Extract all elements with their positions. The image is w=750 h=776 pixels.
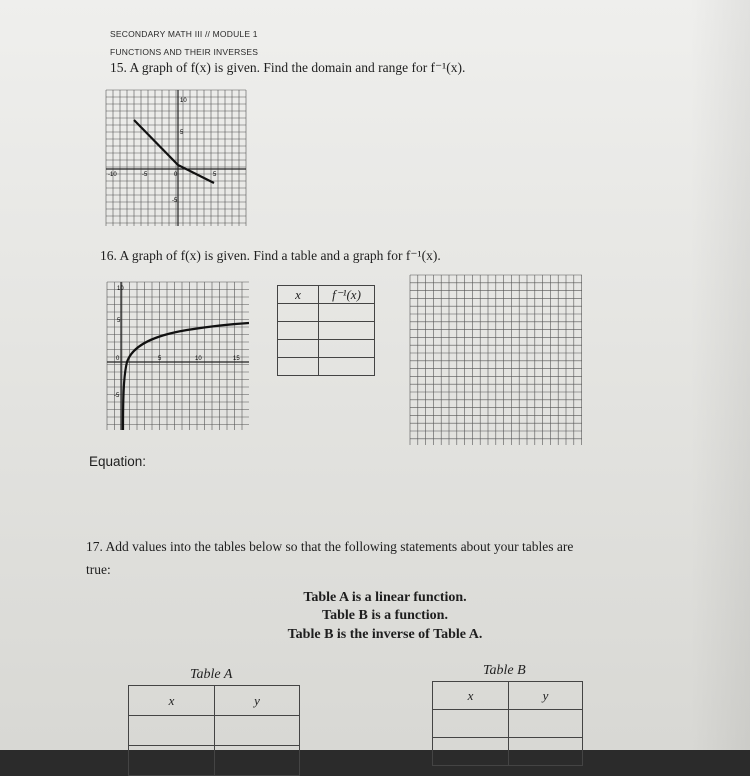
q16-table-cell[interactable]	[278, 304, 319, 322]
q16-table-cell[interactable]	[319, 358, 375, 376]
table-b-cell[interactable]	[433, 738, 509, 766]
q15-tick-x5: 5	[213, 172, 217, 178]
q16-tick-x10: 10	[195, 356, 202, 362]
table-a-header-y: y	[215, 686, 300, 716]
q15-tick-xneg5: -5	[142, 172, 148, 178]
table-a-cell[interactable]	[215, 716, 300, 746]
q16-tick-x0: 0	[116, 356, 120, 362]
q16-table-cell[interactable]	[278, 358, 319, 376]
q16-table-header-finv: f⁻¹(x)	[319, 286, 375, 304]
statement-1: Table A is a linear function.	[303, 590, 467, 605]
q16-inverse-table	[277, 285, 375, 376]
q16-tick-y10: 10	[117, 286, 124, 292]
table-b	[432, 681, 583, 766]
page-shadow	[690, 0, 750, 750]
question-16-text: 16. A graph of f(x) is given. Find a table and a graph for f⁻¹(x).	[100, 248, 441, 263]
q16-function-curve	[123, 323, 249, 430]
q16-table-cell[interactable]	[278, 340, 319, 358]
q15-graph	[106, 90, 246, 226]
q16-tick-y5: 5	[117, 318, 121, 324]
q16-graph	[107, 282, 249, 430]
header-module-title: FUNCTIONS AND THEIR INVERSES	[110, 47, 259, 57]
table-b-header-x: x	[433, 682, 509, 710]
table-a-cell[interactable]	[129, 716, 215, 746]
q16-tick-x15: 15	[233, 356, 240, 362]
q16-tick-x5: 5	[158, 356, 162, 362]
table-a-cell[interactable]	[129, 746, 215, 776]
q15-tick-yneg5: -5	[172, 198, 178, 204]
q15-tick-xneg10: -10	[108, 172, 117, 178]
equation-label: Equation:	[89, 454, 147, 469]
statement-3: Table B is the inverse of Table A.	[287, 627, 483, 642]
table-b-title: Table B	[483, 663, 526, 678]
table-a-header-x: x	[129, 686, 215, 716]
table-b-cell[interactable]	[509, 710, 583, 738]
q16-table-cell[interactable]	[319, 340, 375, 358]
table-a-cell[interactable]	[215, 746, 300, 776]
question-17-text-line2: true:	[86, 562, 111, 577]
q16-table-header-x: x	[278, 286, 319, 304]
statement-2: Table B is a function.	[322, 608, 448, 623]
table-b-cell[interactable]	[433, 710, 509, 738]
table-a	[128, 685, 300, 776]
q16-blank-grid	[410, 275, 582, 445]
question-15-text: 15. A graph of f(x) is given. Find the domain and range for f⁻¹(x).	[110, 60, 466, 75]
table-b-header-y: y	[509, 682, 583, 710]
q16-tick-yneg5: -5	[114, 393, 120, 399]
header-course: SECONDARY MATH III // MODULE 1	[110, 29, 258, 39]
q15-tick-y10: 10	[180, 98, 187, 104]
q16-table-cell[interactable]	[319, 322, 375, 340]
q15-tick-x0: 0	[174, 172, 178, 178]
q16-table-cell[interactable]	[278, 322, 319, 340]
q15-tick-y5: 5	[180, 130, 184, 136]
q16-table-cell[interactable]	[319, 304, 375, 322]
table-b-cell[interactable]	[509, 738, 583, 766]
question-17-text-line1: 17. Add values into the tables below so that the following statements about your tables are	[86, 539, 574, 554]
table-a-title: Table A	[190, 667, 233, 682]
